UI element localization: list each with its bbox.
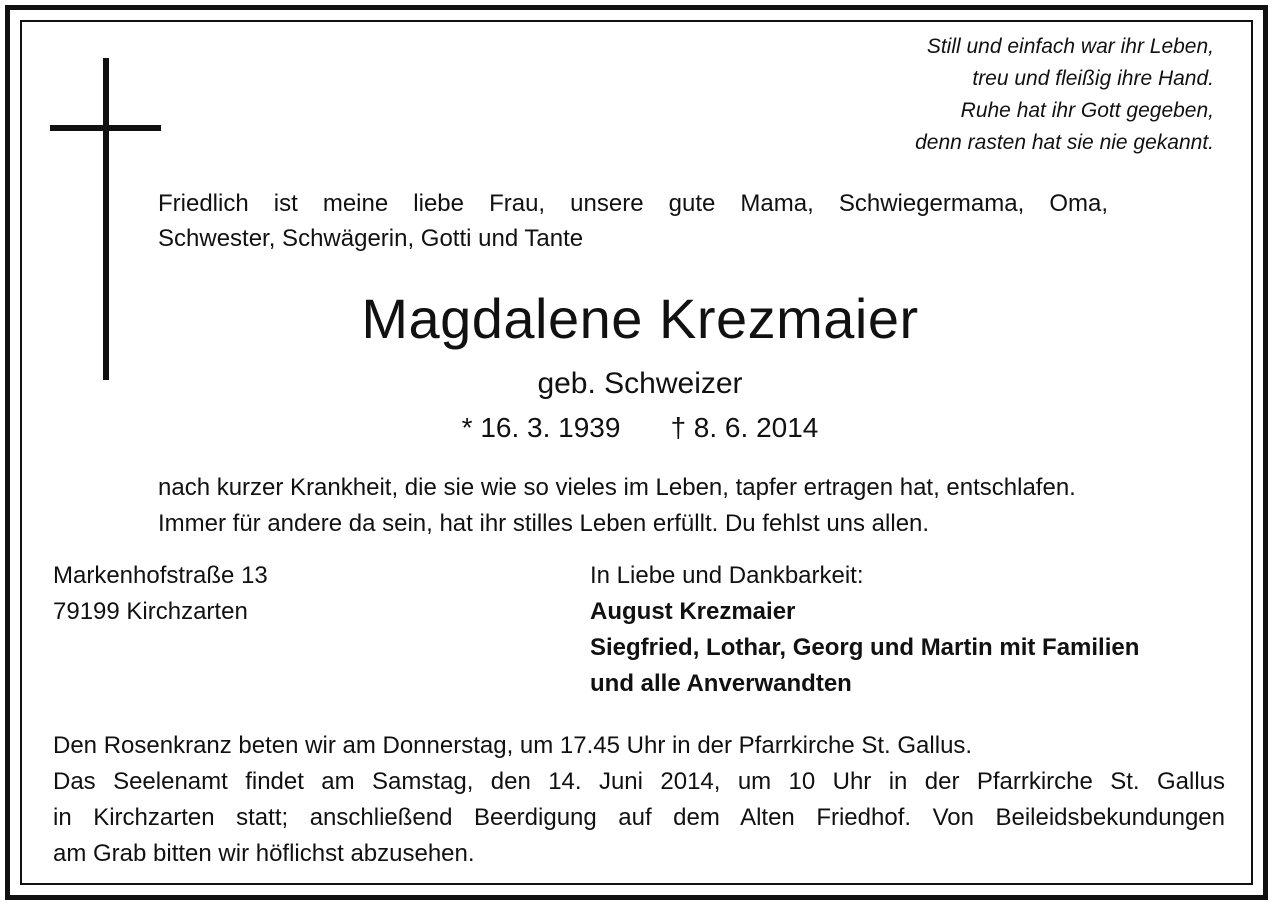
birth-date: * 16. 3. 1939: [461, 412, 621, 443]
service-line: Den Rosenkranz beten wir am Donnerstag, um 17.45 Uhr in der Pfarrkirche St. Gallus.: [53, 732, 973, 759]
service-details: [53, 728, 1225, 872]
death-date: † 8. 6. 2014: [670, 412, 819, 443]
verse-line: denn rasten hat sie nie gekannt.: [915, 131, 1214, 154]
intro-line: Friedlich ist meine liebe Frau, unsere gute Mama, Schwiegermama, Oma,: [158, 190, 1108, 217]
service-line: am Grab bitten wir höflichst abzusehen.: [53, 840, 475, 867]
intro-text: [158, 186, 1108, 256]
verse-line: Ruhe hat ihr Gott gegeben,: [960, 99, 1214, 122]
deceased-name: Magdalene Krezmaier: [361, 287, 919, 350]
intro-line: Schwester, Schwägerin, Gotti und Tante: [158, 225, 584, 252]
cross-horizontal-bar: [50, 125, 161, 131]
mourner-name: Siegfried, Lothar, Georg und Martin mit Familien: [590, 634, 1140, 661]
mourners-heading: In Liebe und Dankbarkeit:: [590, 562, 864, 589]
message-text: [158, 470, 1238, 542]
service-line: Das Seelenamt findet am Samstag, den 14. Juni 2014, um 10 Uhr in der Pfarrkirche St. Gallus: [53, 768, 1225, 795]
life-dates: [0, 409, 1280, 447]
mourner-name: und alle Anverwandten: [590, 670, 852, 697]
message-line: Immer für andere da sein, hat ihr stilles Leben erfüllt. Du fehlst uns allen.: [158, 510, 930, 537]
verse-line: treu und fleißig ihre Hand.: [972, 67, 1214, 90]
address-city: 79199 Kirchzarten: [53, 598, 248, 625]
mourner-name: August Krezmaier: [590, 598, 796, 625]
address-street: Markenhofstraße 13: [53, 562, 268, 589]
family-address: [53, 558, 268, 630]
verse-line: Still und einfach war ihr Leben,: [926, 35, 1214, 58]
memorial-verse: [794, 31, 1214, 159]
maiden-name: geb. Schweizer: [537, 367, 743, 400]
mourners-block: [590, 558, 1139, 702]
message-line: nach kurzer Krankheit, die sie wie so vieles im Leben, tapfer ertragen hat, entschlafen.: [158, 474, 1076, 501]
service-line: in Kirchzarten statt; anschließend Beerdigung auf dem Alten Friedhof. Von Beileidsbekundungen: [53, 804, 1225, 831]
